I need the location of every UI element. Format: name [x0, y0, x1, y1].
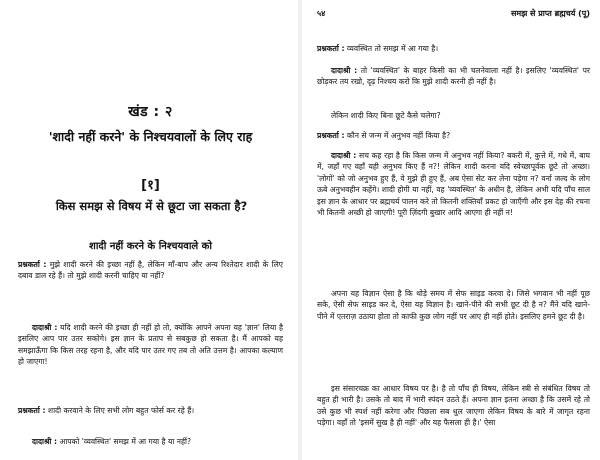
dialogue-question — [18, 259, 283, 282]
chapter-subtitle: 'शादी नहीं करने' के निश्चयवालों के लिए राह — [48, 129, 253, 144]
dialogue-text: इस संसारचक्र का आधार विषय पर है। है तो पाँच ही विषय, लेकिन स्त्री से संबंधित विषय तो बहुत ही भारी है। उसके तो बाद में भारी स्पंदन उठते हैं। अपना ज्ञान इतना अच्छा है कि उसमें रहे तो उसे कुछ भी स्पर्श नहीं करेगा और पिछला सब धुल जाएगा लेकिन विषय के बारे में जागृत रहना पड़ेगा। वहाँ तो 'इसमें सुख है ही नहीं' और यह फैसला ही है।' ऐसा — [317, 384, 590, 428]
dialogue-question — [317, 43, 590, 54]
sub-heading: शादी नहीं करने के निश्चयवाले को — [89, 241, 212, 252]
speaker-label: प्रश्नकर्ता : — [18, 406, 46, 415]
paragraph — [317, 110, 590, 121]
dialogue-text: आपको 'व्यवस्थित' समझ में आ गया है या नहीं? — [59, 437, 191, 446]
dialogue-text: कौन से जन्म में अनुभव नहीं किया है? — [346, 131, 451, 140]
dialogue-text: सच कह रहा है कि किस जन्म में अनुभव नहीं किया? बकरी में, कुत्ते में, गधे में, बाघ में, जहाँ गए वहाँ यही अनुभव किए हैं न?! लेकिन शादी करना यदि स्वेच्छापूर्वक छूटे तो अच्छा। 'लोगों' को जो अनुभव हुए हैं, वे मुझे ही हुए हैं, अब ऐसा सेट कर लेना पड़ेगा न? वर्ना जल्द के लोग ऊबे अनुभवहीन कहेंगे। शादी होगी या नहीं, वह 'व्यवस्थित' के अधीन है, लेकिन अभी यदि पाँच साल इस ज्ञान के आधार पर ब्रह्मचर्य पालन करे तो कितनी शक्तियाँ प्रकट हो जाएँगी और इस देह की रचना भी कितनी अच्छी हो जाएगी! पूरी ज़िंदगी बुखार आदि आएगा ही नहीं न! — [317, 151, 590, 218]
paragraph — [317, 288, 590, 322]
dialogue-answer — [18, 322, 283, 368]
speaker-label: दादाश्री : — [331, 151, 357, 160]
speaker-label: दादाश्री : — [32, 437, 58, 446]
dialogue-question — [317, 130, 590, 141]
dialogue-text: लेकिन शादी किए बिना छूटे कैसे चलेगा? — [331, 111, 441, 120]
page-gutter — [298, 0, 302, 460]
page-number: ५४ — [317, 9, 326, 18]
left-page — [0, 0, 297, 460]
running-header: समझ से प्राप्त ब्रह्मचर्य (पू) — [511, 9, 590, 18]
dialogue-question — [18, 405, 283, 416]
speaker-label: प्रश्नकर्ता : — [317, 44, 345, 53]
paragraph — [317, 383, 590, 429]
dialogue-answer — [18, 436, 283, 447]
page-header — [317, 8, 590, 20]
speaker-label: दादाश्री : — [331, 66, 358, 75]
dialogue-text: यदि शादी करने की इच्छा ही नहीं हो तो, क्योंकि आपने अपना यह 'ज्ञान' लिया है इसलिए आप पार उतर सकोगे। इस ज्ञान के प्रताप से सबकुछ हो सकता है। मैं आपको यह समझाऊँगा कि किस तरह रहना है, और यदि पार उतर गए तब तो अति उत्तम है। आपका कल्याण हो जाएगा! — [18, 323, 283, 367]
section-number: [१] — [141, 178, 160, 193]
dialogue-text: मुझे शादी करने की इच्छा नहीं है, लेकिन माँ-बाप और अन्य रिश्तेदार शादी के लिए दबाव डाल रहे हैं। तो मुझे शादी करनी चाहिए या नहीं? — [18, 260, 284, 281]
chapter-title: खंड : २ — [128, 104, 173, 120]
speaker-label: दादाश्री : — [32, 323, 58, 332]
dialogue-text: व्यवस्थित तो समझ में आ गया है। — [346, 44, 439, 53]
dialogue-text: अपना यह विज्ञान ऐसा है कि थोड़े समय में सेफ साइड करवा दे। जिसे भगवान भी नहीं पूछ सके, ऐसी सेफ साइड कर दे, ऐसा यह विज्ञान है। खाने-पीने की सभी छूट दी है न? मैंने यदि खाने-पीने में एतराज़ उठाया होता तो काफी कुछ लोग नहीं पर आए ही नहीं होते। इसलिए हमने छूट दी है। — [317, 289, 590, 321]
dialogue-text: तो 'व्यवस्थित' के बाहर किसी का भी चलनेवाला नहीं है। इसलिए 'व्यवस्थित' पर छोड़कर तय रखो, दृढ़ निश्चय करो कि मुझे शादी करनी ही नहीं है। — [317, 66, 590, 87]
speaker-label: प्रश्नकर्ता : — [18, 260, 47, 269]
speaker-label: प्रश्नकर्ता : — [317, 131, 345, 140]
dialogue-text: शादी करवाने के लिए सभी लोग बहुत फोर्स कर रहे हैं। — [47, 406, 195, 415]
dialogue-answer — [317, 150, 590, 218]
dialogue-answer — [317, 65, 590, 88]
section-title: किस समझ से विषय में से छूटा जा सकता है? — [55, 199, 248, 213]
